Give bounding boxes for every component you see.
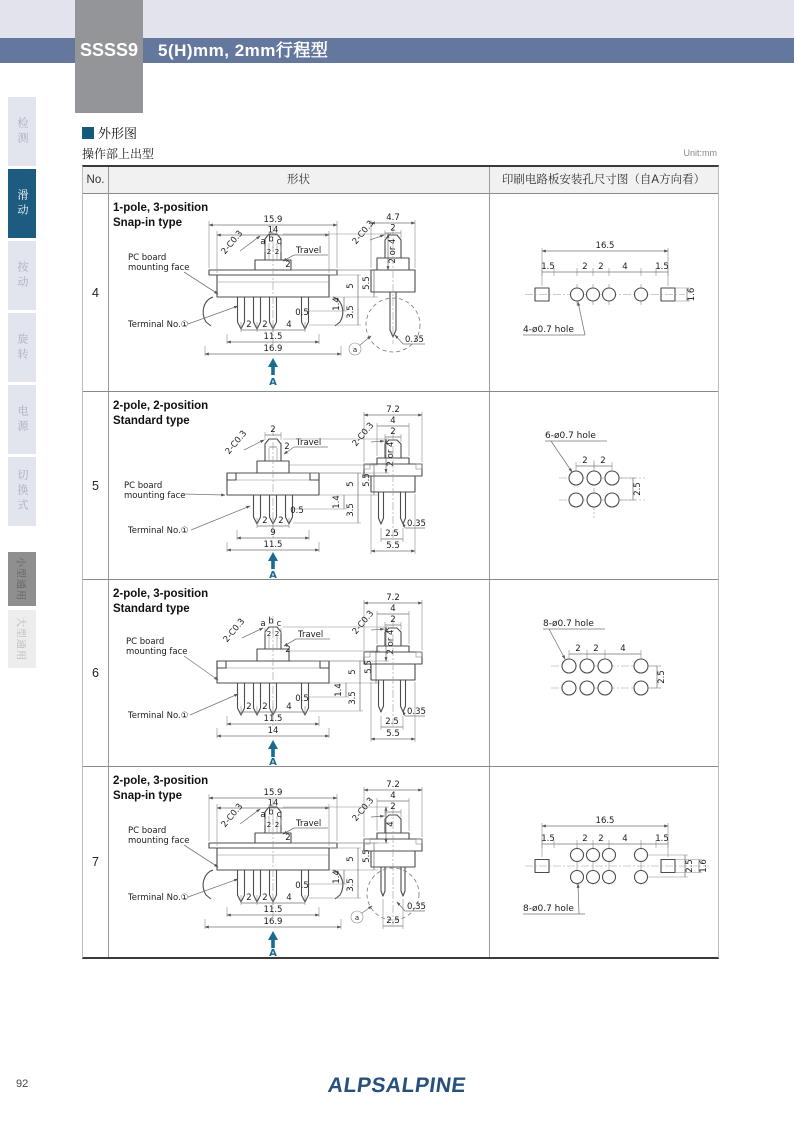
dim-label: 3.5	[346, 305, 356, 319]
dim-label: 1.4	[332, 297, 342, 311]
terminal-label: Terminal No.①	[128, 711, 189, 721]
unit-label: Unit:mm	[683, 148, 717, 158]
pcb-hole-diagram-row6	[489, 580, 718, 767]
sidebar-tab-inspection[interactable]	[8, 97, 36, 166]
row-title-line2: Standard type	[113, 602, 190, 615]
dim-label: 2.5	[385, 717, 399, 727]
dim-label: 2 or 4	[388, 238, 398, 264]
tab-label: 按动	[16, 260, 28, 291]
view-direction-arrow-icon	[268, 552, 278, 569]
row-number: 7	[92, 855, 99, 869]
dim-label: 7.2	[386, 780, 400, 790]
dim-label: 2	[246, 893, 252, 903]
dim-label: 5.5	[364, 660, 374, 674]
dim-label: 16.9	[263, 917, 283, 927]
dim-label: 1.4	[332, 495, 342, 509]
table-row	[83, 580, 718, 767]
dim-label: 4	[390, 791, 396, 801]
dim-label: 2	[262, 893, 268, 903]
pcb-hole-diagram-row5	[489, 392, 718, 580]
dim-label: 2.5	[657, 670, 667, 684]
view-arrow-label: A	[269, 570, 277, 580]
view-direction-arrow-icon	[268, 740, 278, 757]
dim-label: 2	[582, 456, 588, 466]
pc-board-label: mounting face	[124, 491, 186, 501]
dim-label: 2	[284, 442, 290, 452]
chamfer-label: 2-C0.3	[221, 616, 248, 645]
dim-label: 2	[278, 516, 284, 526]
pc-board-label: PC board	[124, 481, 163, 491]
pcb-cell	[489, 392, 718, 579]
dim-label: 3.5	[348, 691, 358, 705]
sidebar-tab-small-general[interactable]	[8, 552, 36, 606]
dim-label: 1.5	[541, 262, 555, 272]
subsection-heading: 操作部上出型	[82, 147, 155, 161]
row-title-line1: 2-pole, 3-position	[113, 588, 209, 600]
dim-label: 3.5	[346, 878, 356, 892]
row-title-line1: 2-pole, 2-position	[113, 400, 209, 412]
tab-label: 切换式	[16, 469, 28, 514]
tab-label: 小型通用	[14, 557, 26, 601]
dim-label: 2	[274, 821, 280, 829]
section-square-icon	[82, 127, 94, 139]
dim-label: 2	[575, 644, 581, 654]
row-title-line2: Snap-in type	[113, 789, 183, 802]
row-title	[113, 201, 208, 231]
chamfer-label: 2-C0.3	[350, 420, 377, 449]
dim-label: 14	[267, 225, 279, 236]
sidebar-tab-push[interactable]	[8, 241, 36, 310]
dim-label: 16.5	[595, 241, 615, 251]
ref-circle-label: a	[352, 346, 358, 354]
dim-label: 11.5	[263, 332, 283, 342]
pc-board-label: mounting face	[128, 836, 190, 846]
dim-label: 4	[620, 644, 626, 654]
dim-label: 15.9	[263, 788, 283, 798]
dim-label: 2	[270, 425, 276, 435]
row-number: 6	[92, 666, 99, 680]
dim-label: 0.5	[295, 308, 309, 318]
dim-label: 4.7	[386, 213, 400, 223]
sidebar-tab-rotary[interactable]	[8, 313, 36, 382]
dim-label: 7.2	[386, 593, 400, 603]
dim-label: 16.9	[263, 344, 283, 354]
ref-circle-label: a	[354, 914, 360, 922]
dim-label: 0.5	[295, 694, 309, 704]
model-name: SSSS9	[79, 40, 139, 60]
sidebar-tab-toggle[interactable]	[8, 457, 36, 526]
drawing-table	[82, 165, 719, 959]
brand-logo-text: ALPSALPINE	[326, 1074, 468, 1097]
position-label: c	[276, 810, 282, 820]
dim-label: 2	[593, 644, 599, 654]
row-number: 4	[92, 285, 99, 300]
view-direction-arrow-icon	[268, 358, 278, 375]
pc-board-label: mounting face	[126, 647, 188, 657]
terminal-label: Terminal No.①	[128, 320, 189, 330]
dim-label: 15.9	[263, 215, 283, 225]
dim-label: 4	[286, 893, 292, 903]
dim-label: 2.5	[385, 529, 399, 539]
tab-label: 电源	[16, 404, 28, 435]
position-label: a	[260, 619, 266, 629]
dim-label: 5.5	[362, 849, 372, 863]
dim-label: 2 or 4	[386, 629, 396, 655]
dim-label: 5.5	[386, 729, 400, 739]
travel-label: Travel	[296, 819, 322, 829]
pcb-cell	[489, 767, 718, 957]
dim-label: 14	[267, 798, 279, 809]
position-label: a	[260, 237, 266, 247]
row-title-line2: Snap-in type	[113, 216, 183, 229]
pc-board-label: mounting face	[128, 263, 190, 273]
dim-label: 0.35	[407, 519, 426, 529]
view-arrow-label: A	[269, 948, 277, 957]
tab-label: 检测	[16, 116, 28, 147]
dim-label: 7.2	[386, 405, 400, 415]
dim-label: 9	[270, 528, 276, 538]
dim-label: 2	[262, 702, 268, 712]
travel-label: Travel	[298, 630, 324, 640]
dim-label: 5	[346, 283, 356, 289]
dim-label: 14	[267, 726, 279, 736]
dim-label: 2	[246, 702, 252, 712]
chamfer-label: 2-C0.3	[350, 218, 377, 247]
dim-label: 0.35	[407, 902, 426, 912]
col-header-pcb: 印刷电路板安装孔尺寸图（自A方向看）	[501, 174, 706, 186]
dim-label: 11.5	[263, 714, 283, 724]
dim-label: 2	[246, 320, 252, 330]
side-view	[351, 593, 426, 742]
tab-label: 滑动	[16, 188, 28, 219]
dim-label: 2	[266, 630, 272, 638]
side-view	[349, 213, 425, 355]
position-label: b	[268, 807, 274, 818]
dim-label: 1.4	[332, 870, 342, 884]
dim-label: 2	[285, 833, 291, 843]
dim-label: 2	[598, 834, 604, 844]
dim-label: 5	[348, 669, 358, 675]
dim-label: 4	[286, 320, 292, 330]
dim-label: 1.6	[687, 287, 697, 302]
hole-label: 6-ø0.7 hole	[545, 431, 596, 441]
dim-label: 2	[582, 262, 588, 272]
table-row	[83, 194, 718, 392]
dim-label: 11.5	[263, 905, 283, 915]
tab-label: 大型通用	[14, 617, 26, 661]
sidebar-tab-power[interactable]	[8, 385, 36, 454]
dim-label: 1.6	[699, 859, 709, 873]
dim-label: 0.5	[290, 506, 304, 516]
page-number: 92	[16, 1078, 29, 1090]
dim-label: 3.5	[346, 503, 356, 517]
shape-cell	[108, 580, 489, 766]
chamfer-label: 2-C0.3	[219, 801, 246, 830]
dim-label: 1.5	[655, 262, 669, 272]
dim-label: 2.5	[685, 859, 695, 873]
section-heading-text: 外形图	[98, 126, 138, 141]
dim-label: 2	[598, 262, 604, 272]
dim-label: 2	[285, 645, 291, 655]
row-title-line1: 2-pole, 3-position	[113, 775, 209, 787]
pc-board-label: PC board	[128, 826, 167, 836]
dim-label: 1.4	[334, 683, 344, 697]
dim-label: 2.5	[633, 482, 643, 496]
travel-label: Travel	[296, 246, 322, 256]
col-header-shape: 形状	[287, 174, 310, 186]
dim-label: 5.5	[362, 473, 372, 487]
dim-label: 4	[622, 834, 628, 844]
chamfer-label: 2-C0.3	[223, 428, 250, 457]
dim-label: 2	[266, 248, 272, 256]
dim-label: 2	[285, 260, 291, 270]
dim-label: 16.5	[595, 816, 615, 826]
pc-board-label: PC board	[128, 253, 167, 263]
shape-cell	[108, 392, 489, 579]
view-arrow-label: A	[269, 377, 277, 388]
pc-board-label: PC board	[126, 637, 165, 647]
dim-label: 2	[274, 248, 280, 256]
sidebar-tab-slide[interactable]	[8, 169, 36, 238]
front-view	[124, 425, 396, 580]
dim-label: 2	[266, 821, 272, 829]
dim-label: 5	[346, 481, 356, 487]
travel-label: Travel	[296, 438, 322, 448]
dim-label: 11.5	[263, 540, 283, 550]
dim-label: 2	[390, 802, 396, 812]
section-heading	[82, 123, 137, 142]
table-row	[83, 392, 718, 580]
position-label: c	[276, 237, 282, 247]
dim-label: 2.5	[386, 916, 400, 926]
dim-label: 2 or 4	[386, 441, 396, 467]
col-header-no: No.	[86, 174, 105, 186]
dim-label: 4	[386, 821, 396, 827]
dim-label: 0.5	[295, 881, 309, 891]
tab-label: 旋转	[16, 332, 28, 363]
dim-label: 2	[390, 427, 396, 437]
view-direction-arrow-icon	[268, 931, 278, 948]
dim-label: 1.5	[655, 834, 669, 844]
dim-label: 0.35	[407, 707, 426, 717]
dim-label: 2	[600, 456, 606, 466]
dim-label: 2	[262, 320, 268, 330]
terminal-label: Terminal No.①	[128, 526, 189, 536]
page-title: 5(H)mm, 2mm行程型	[158, 41, 329, 60]
dim-label: 2	[262, 516, 268, 526]
dim-label: 5.5	[386, 541, 400, 551]
terminal-label: Terminal No.①	[128, 893, 189, 903]
chamfer-label: 2-C0.3	[350, 795, 377, 824]
position-label: b	[268, 234, 274, 245]
dim-label: 1.5	[541, 834, 555, 844]
dim-label: 4	[622, 262, 628, 272]
front-view	[126, 616, 396, 767]
chamfer-label: 2-C0.3	[350, 608, 377, 637]
hole-label: 8-ø0.7 hole	[523, 904, 574, 914]
position-label: c	[276, 619, 282, 629]
pcb-cell	[489, 580, 718, 766]
dim-label: 2	[274, 630, 280, 638]
dim-label: 5	[346, 856, 356, 862]
position-label: b	[268, 616, 274, 627]
dim-label: 4	[286, 702, 292, 712]
pcb-hole-diagram-row4	[489, 194, 718, 392]
dim-label: 2	[582, 834, 588, 844]
chamfer-label: 2-C0.3	[219, 228, 246, 257]
dim-label: 4	[390, 416, 396, 426]
pcb-hole-diagram-row7	[489, 767, 718, 957]
table-header	[83, 167, 718, 194]
shape-cell	[108, 194, 489, 391]
view-arrow-label: A	[269, 757, 277, 767]
row-number: 5	[92, 478, 99, 493]
dim-label: 4	[390, 604, 396, 614]
row-title-line1: 1-pole, 3-position	[113, 202, 209, 214]
row-title-line2: Standard type	[113, 414, 190, 427]
table-row	[83, 767, 718, 957]
dim-label: 2	[390, 223, 396, 234]
brand-logo	[0, 1074, 794, 1098]
hole-label: 4-ø0.7 hole	[523, 325, 574, 335]
pcb-cell	[489, 194, 718, 391]
dim-label: 0.35	[405, 335, 424, 345]
hole-label: 8-ø0.7 hole	[543, 619, 594, 629]
shape-cell	[108, 767, 489, 957]
row-title	[113, 399, 208, 429]
row-title	[113, 587, 208, 617]
row-title	[113, 774, 208, 804]
sidebar-tab-large-general[interactable]	[8, 610, 36, 668]
position-label: a	[260, 810, 266, 820]
dim-label: 2	[390, 615, 396, 625]
dim-label: 5.5	[362, 276, 372, 290]
